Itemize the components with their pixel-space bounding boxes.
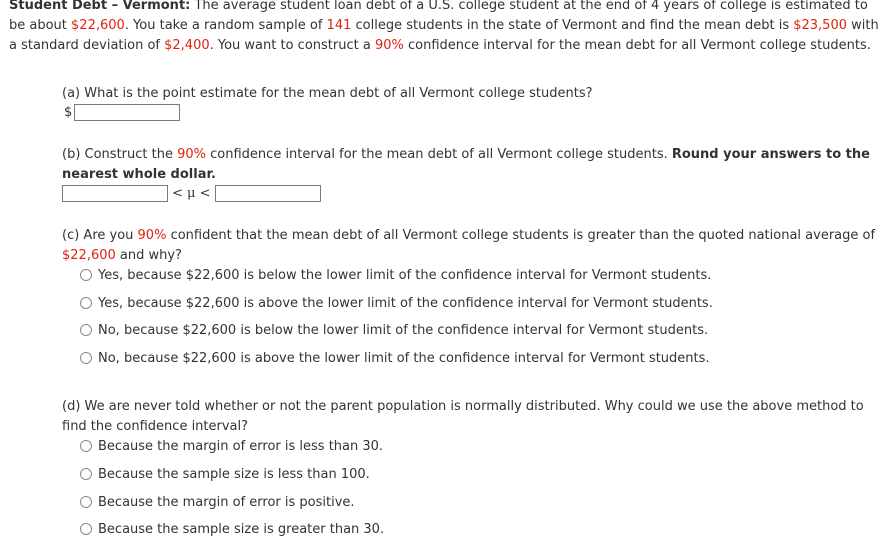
- option-label: Because the sample size is greater than 30.: [98, 521, 385, 537]
- part-d-option[interactable]: [80, 493, 355, 511]
- radio-button[interactable]: [80, 352, 92, 364]
- problem-statement: Student Debt – Vermont: The average student loan debt of a U.S. college student at the end of 4 years of college is estimated to be about $22,600. You take a random sample of 141 college students in the state of Vermont and find the mean debt is $23,500 with a standard deviation of $2,400. You want to construct a 90% confidence interval for the mean debt for all Vermont college students.: [9, 0, 879, 53]
- part-d-option[interactable]: [80, 465, 370, 483]
- part-c-option[interactable]: [80, 266, 711, 284]
- part-c-option[interactable]: [80, 321, 708, 339]
- part-a-question: (a) What is the point estimate for the mean debt of all Vermont college students?: [62, 86, 593, 101]
- option-label: Because the margin of error is less than 30.: [98, 438, 384, 454]
- radio-button[interactable]: [80, 468, 92, 480]
- part-c-option[interactable]: [80, 349, 710, 367]
- currency-symbol: $: [64, 105, 73, 120]
- option-label: No, because $22,600 is below the lower limit of the confidence interval for Vermont students.: [98, 322, 709, 338]
- option-label: Because the margin of error is positive.: [98, 494, 355, 510]
- mu-inequality: < μ <: [172, 186, 211, 201]
- lower-bound-input[interactable]: [62, 185, 168, 202]
- radio-button[interactable]: [80, 440, 92, 452]
- rounding-instruction: Round your answers to the nearest whole dollar.: [62, 147, 870, 182]
- radio-button[interactable]: [80, 324, 92, 336]
- radio-button[interactable]: [80, 523, 92, 535]
- problem-title: Student Debt – Vermont:: [9, 0, 191, 13]
- option-label: Yes, because $22,600 is above the lower limit of the confidence interval for Vermont students.: [98, 295, 713, 311]
- part-c-question: (c) Are you 90% confident that the mean debt of all Vermont college students is greater than the quoted national average of $22,600 and why?: [62, 228, 876, 263]
- radio-button[interactable]: [80, 269, 92, 281]
- radio-button[interactable]: [80, 297, 92, 309]
- part-d-option[interactable]: [80, 437, 383, 455]
- part-c-option[interactable]: [80, 294, 713, 312]
- radio-button[interactable]: [80, 496, 92, 508]
- option-label: Yes, because $22,600 is below the lower limit of the confidence interval for Vermont students.: [98, 267, 712, 283]
- upper-bound-input[interactable]: [215, 185, 321, 202]
- part-b-question: (b) Construct the 90% confidence interval for the mean debt of all Vermont college students. Round your answers to the nearest whole dollar.: [62, 147, 870, 182]
- part-d-option[interactable]: [80, 520, 384, 538]
- option-label: Because the sample size is less than 100.: [98, 466, 370, 482]
- option-label: No, because $22,600 is above the lower limit of the confidence interval for Vermont students.: [98, 350, 710, 366]
- point-estimate-input[interactable]: [74, 104, 180, 121]
- part-d-question: (d) We are never told whether or not the parent population is normally distributed. Why could we use the above method to find the confidence interval?: [62, 399, 864, 434]
